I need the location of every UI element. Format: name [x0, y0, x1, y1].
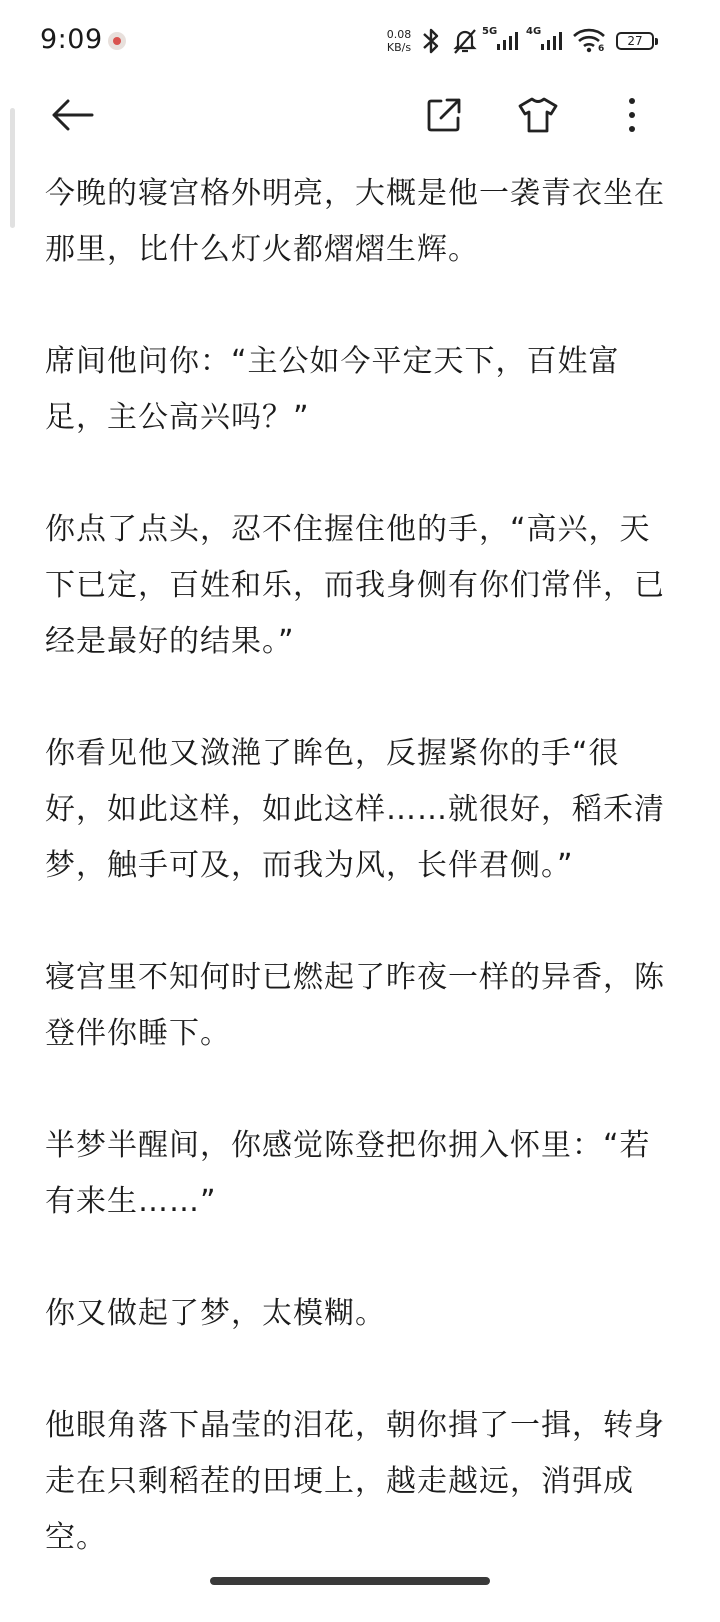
article-paragraph: 你又做起了梦，太模糊。	[45, 1296, 386, 1331]
more-vertical-icon	[627, 96, 637, 138]
signal-4g-icon	[539, 26, 565, 58]
theme-button[interactable]	[508, 84, 568, 150]
article-paragraph: 半梦半醒间，你感觉陈登把你拥入怀里：“若有来生……”	[45, 1128, 651, 1219]
network-speed	[382, 28, 416, 54]
network-speed-unit: KB/s	[386, 41, 412, 54]
more-options-button[interactable]	[602, 84, 662, 150]
status-bar	[0, 0, 720, 84]
article-paragraph: 寝宫里不知何时已燃起了昨夜一样的异香，陈登伴你睡下。	[45, 960, 665, 1051]
network-speed-value: 0.08	[386, 28, 412, 41]
scroll-indicator[interactable]	[10, 108, 15, 228]
status-time: 9:09	[40, 24, 103, 55]
network-5g-label: 5G	[482, 26, 498, 37]
back-arrow-icon	[50, 98, 94, 136]
article-paragraph: 席间他问你：“主公如今平定天下，百姓富足，主公高兴吗？”	[45, 344, 620, 435]
article-paragraph: 今晚的寝宫格外明亮，大概是他一袭青衣坐在那里，比什么灯火都熠熠生辉。	[45, 176, 665, 267]
mute-bell-icon	[452, 26, 478, 60]
article-paragraph: 你看见他又潋滟了眸色，反握紧你的手“很好，如此这样，如此这样……就很好，稻禾清梦，触手可及，而我为风，长伴君侧。”	[45, 736, 665, 883]
battery-indicator: 27	[616, 32, 654, 50]
bluetooth-icon	[420, 26, 442, 60]
recording-indicator-icon	[108, 32, 126, 50]
home-indicator[interactable]	[210, 1577, 490, 1585]
wifi-label: 6	[598, 44, 605, 54]
share-icon	[425, 96, 463, 138]
article-body	[45, 166, 675, 1622]
signal-5g-icon	[495, 26, 521, 58]
share-button[interactable]	[414, 84, 474, 150]
article-paragraph: 你点了点头，忍不住握住他的手，“高兴，天下已定，百姓和乐，而我身侧有你们常伴，已经是最好的结果。”	[45, 512, 665, 659]
network-4g-label: 4G	[526, 26, 542, 37]
back-button[interactable]	[42, 84, 102, 150]
top-toolbar	[0, 84, 720, 154]
tshirt-icon	[518, 96, 558, 138]
article-paragraph: 他眼角落下晶莹的泪花，朝你揖了一揖，转身走在只剩稻茬的田埂上，越走越远，消弭成空。	[45, 1408, 665, 1555]
